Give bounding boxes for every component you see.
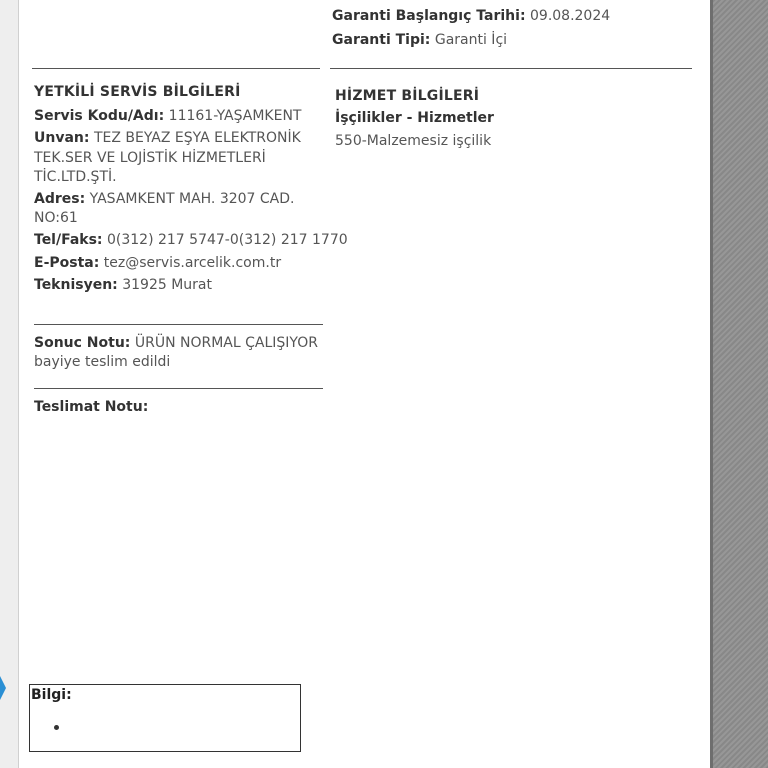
bullet-icon <box>54 725 59 730</box>
service-email-label: E-Posta: <box>34 255 100 271</box>
info-box-title: Bilgi: <box>31 687 72 703</box>
service-address <box>34 190 295 208</box>
accent-mark <box>0 676 6 700</box>
result-note-value-1: ÜRÜN NORMAL ÇALIŞIYOR <box>134 335 318 351</box>
warranty-type-label: Garanti Tipi: <box>332 32 431 48</box>
service-phone <box>34 231 348 249</box>
warranty-type <box>332 31 507 49</box>
services-subheading: İşçilikler - Hizmetler <box>335 110 494 126</box>
result-note <box>34 334 318 352</box>
info-box <box>29 684 301 752</box>
service-address-value-1: YASAMKENT MAH. 3207 CAD. <box>89 191 295 207</box>
delivery-note-label: Teslimat Notu: <box>34 399 149 415</box>
services-item: 550-Malzemesiz işçilik <box>335 133 492 149</box>
service-title-value-1: TEZ BEYAZ EŞYA ELEKTRONİK <box>93 130 301 146</box>
service-code <box>34 107 301 125</box>
viewer-background <box>710 0 768 768</box>
divider-result <box>34 324 323 325</box>
result-note-value-2: bayiye teslim edildi <box>34 354 171 370</box>
divider-top-left <box>32 68 320 69</box>
service-heading: YETKİLİ SERVİS BİLGİLERİ <box>34 84 241 100</box>
result-note-label: Sonuc Notu: <box>34 335 131 351</box>
service-technician-value: 31925 Murat <box>122 277 212 293</box>
page-edge <box>710 0 713 768</box>
divider-top-right <box>330 68 692 69</box>
warranty-start <box>332 7 610 25</box>
service-email-value: tez@servis.arcelik.com.tr <box>103 255 282 271</box>
warranty-type-value: Garanti İçi <box>434 32 508 48</box>
service-title <box>34 129 301 147</box>
services-heading: HİZMET BİLGİLERİ <box>335 88 480 104</box>
service-title-value-2: TEK.SER VE LOJİSTİK HİZMETLERİ <box>34 150 266 166</box>
service-technician-label: Teknisyen: <box>34 277 118 293</box>
service-title-label: Unvan: <box>34 130 90 146</box>
service-address-label: Adres: <box>34 191 86 207</box>
service-code-value: 11161-YAŞAMKENT <box>168 108 302 124</box>
service-phone-label: Tel/Faks: <box>34 232 103 248</box>
warranty-start-value: 09.08.2024 <box>530 8 611 24</box>
warranty-start-label: Garanti Başlangıç Tarihi: <box>332 8 526 24</box>
left-margin <box>0 0 18 768</box>
service-address-value-2: NO:61 <box>34 210 78 226</box>
service-code-label: Servis Kodu/Adı: <box>34 108 165 124</box>
service-technician <box>34 276 212 294</box>
service-title-value-3: TİC.LTD.ŞTİ. <box>34 169 117 185</box>
service-email <box>34 254 281 272</box>
divider-delivery <box>34 388 323 389</box>
service-phone-value: 0(312) 217 5747-0(312) 217 1770 <box>106 232 348 248</box>
